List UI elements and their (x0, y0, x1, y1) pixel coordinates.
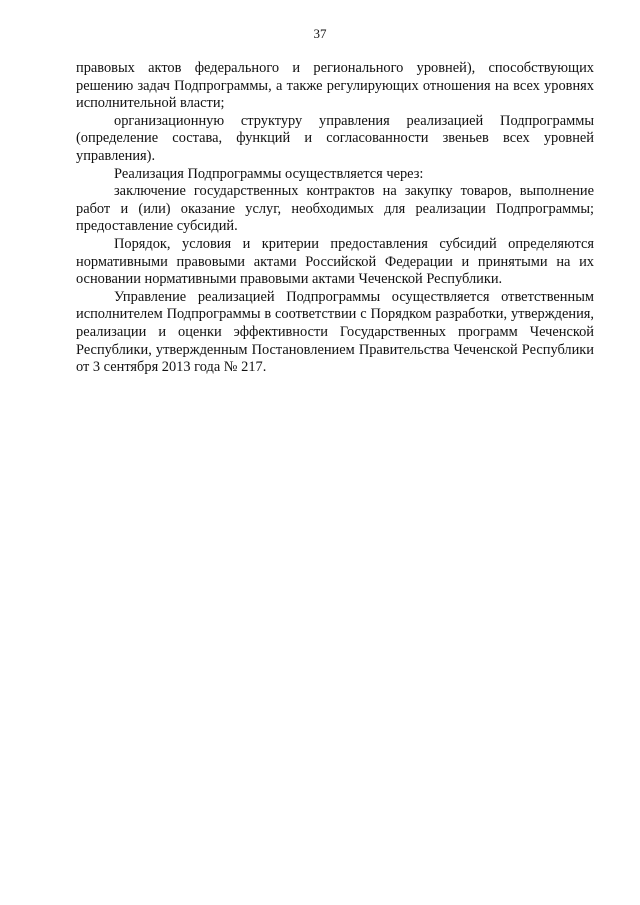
paragraph-management: Управление реализацией Подпрограммы осуществляется ответственным исполнителем Подпрограммы в соответствии с Порядком разработки, утверждения, реализации и оценки эффективности Государственных программ Чеченской Республики, утвержденным Постановлением Правительства Чеченской Республики от 3 сентября 2013 года № 217. (76, 288, 594, 376)
page-number: 37 (313, 26, 327, 41)
paragraph-continuation: правовых актов федерального и регионального уровней), способствующих решению задач Подпрограммы, а также регулирующих отношения на всех уровнях исполнительной власти; (76, 60, 594, 112)
paragraph-org-structure: организационную структуру управления реализацией Подпрограммы (определение состава, функций и согласованности звеньев всех уровней управления). (76, 112, 594, 164)
paragraph-contracts: заключение государственных контрактов на закупку товаров, выполнение работ и (или) оказание услуг, необходимых для реализации Подпрограммы; предоставление субсидий. (76, 183, 594, 235)
document-body (76, 60, 594, 377)
paragraph-subsidies: Порядок, условия и критерии предоставления субсидий определяются нормативными правовыми актами Российской Федерации и принятыми на их основании нормативными правовыми актами Чеченской Республики. (76, 235, 594, 288)
paragraph-implementation-intro: Реализация Подпрограммы осуществляется через: (114, 165, 424, 182)
